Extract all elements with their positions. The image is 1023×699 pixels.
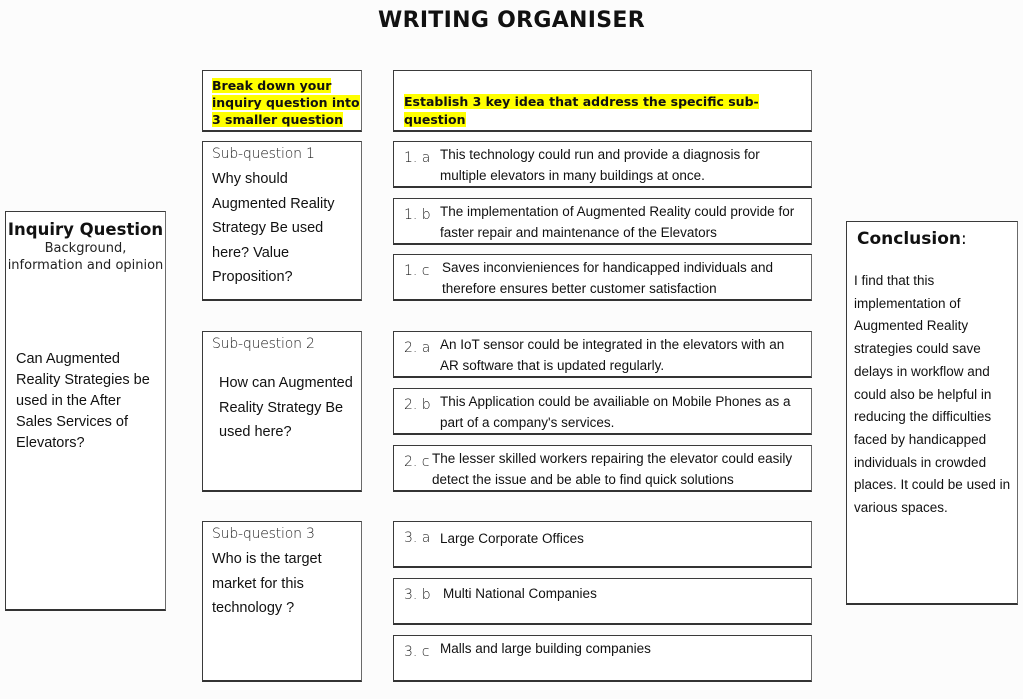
inquiry-question-box[interactable]: [5, 211, 166, 611]
sub-question-2-box[interactable]: [202, 331, 362, 492]
key-idea-label: 3. c: [404, 644, 430, 660]
key-idea-text[interactable]: Malls and large building companies: [440, 641, 651, 656]
instruction-text: Break down your inquiry question into 3 smaller question: [212, 78, 360, 127]
conclusion-heading: [857, 229, 967, 249]
key-idea-label: 2. a: [404, 340, 431, 356]
sub-question-1-box[interactable]: [202, 141, 362, 301]
key-idea-text[interactable]: Large Corporate Offices: [440, 531, 584, 546]
sub-question-text[interactable]: Why should Augmented Reality Strategy Be used here? Value Proposition?: [212, 171, 335, 285]
key-idea-1b[interactable]: [393, 198, 812, 245]
page-title: WRITING ORGANISER: [378, 8, 645, 33]
key-idea-text[interactable]: The implementation of Augmented Reality could provide for faster repair and maintenance of the Elevators: [440, 204, 795, 240]
key-idea-label: 1. a: [404, 150, 431, 166]
key-idea-2c[interactable]: [393, 445, 812, 492]
key-idea-3b[interactable]: [393, 578, 812, 625]
key-idea-label: 3. a: [404, 530, 431, 546]
key-idea-text[interactable]: This technology could run and provide a diagnosis for multiple elevators in many buildings at once.: [440, 147, 760, 183]
key-idea-label: 1. b: [404, 207, 431, 223]
key-idea-3a[interactable]: [393, 521, 812, 568]
key-idea-text[interactable]: This Application could be availiable on Mobile Phones as a part of a company's services.: [440, 394, 791, 430]
key-idea-text[interactable]: Multi National Companies: [443, 586, 597, 601]
instruction-text: Establish 3 key idea that address the specific sub-question: [404, 94, 759, 127]
key-idea-label: 1. c: [404, 263, 430, 279]
key-idea-2b[interactable]: [393, 388, 812, 435]
conclusion-text[interactable]: I find that this implementation of Augmented Reality strategies could save delays in workflow and could also be helpful in reducing the difficulties faced by handicapped individuals in crowded places. It could be used in various spaces.: [854, 273, 1011, 516]
inquiry-subheading: Background, information and opinion: [7, 241, 164, 273]
inquiry-question-text[interactable]: Can Augmented Reality Strategies be used in the After Sales Services of Elevators?: [16, 351, 150, 451]
conclusion-heading-colon: :: [961, 229, 967, 249]
key-idea-3c[interactable]: [393, 635, 812, 682]
header-key-idea-instructions: [393, 70, 812, 132]
key-idea-text[interactable]: An IoT sensor could be integrated in the elevators with an AR software that is updated regularly.: [440, 337, 785, 373]
key-idea-1c[interactable]: [393, 254, 812, 301]
key-idea-text[interactable]: The lesser skilled workers repairing the elevator could easily detect the issue and be able to find quick solutions: [432, 451, 793, 487]
sub-question-label: Sub-question 1: [212, 146, 315, 162]
key-idea-2a[interactable]: [393, 331, 812, 378]
key-idea-label: 3. b: [404, 587, 431, 603]
conclusion-box[interactable]: [846, 221, 1018, 605]
key-idea-label: 2. c: [404, 454, 430, 470]
conclusion-heading-text: Conclusion: [857, 229, 961, 249]
inquiry-heading: Inquiry Question: [7, 220, 164, 239]
sub-question-text[interactable]: How can Augmented Reality Strategy Be used here?: [219, 375, 353, 440]
sub-question-text[interactable]: Who is the target market for this technology ?: [212, 551, 322, 616]
key-idea-label: 2. b: [404, 397, 431, 413]
sub-question-label: Sub-question 2: [212, 336, 315, 352]
header-subquestion-instructions: [202, 70, 362, 132]
sub-question-3-box[interactable]: [202, 521, 362, 682]
key-idea-text[interactable]: Saves inconvieniences for handicapped individuals and therefore ensures better customer satisfaction: [442, 260, 773, 296]
key-idea-1a[interactable]: [393, 141, 812, 188]
sub-question-label: Sub-question 3: [212, 526, 315, 542]
